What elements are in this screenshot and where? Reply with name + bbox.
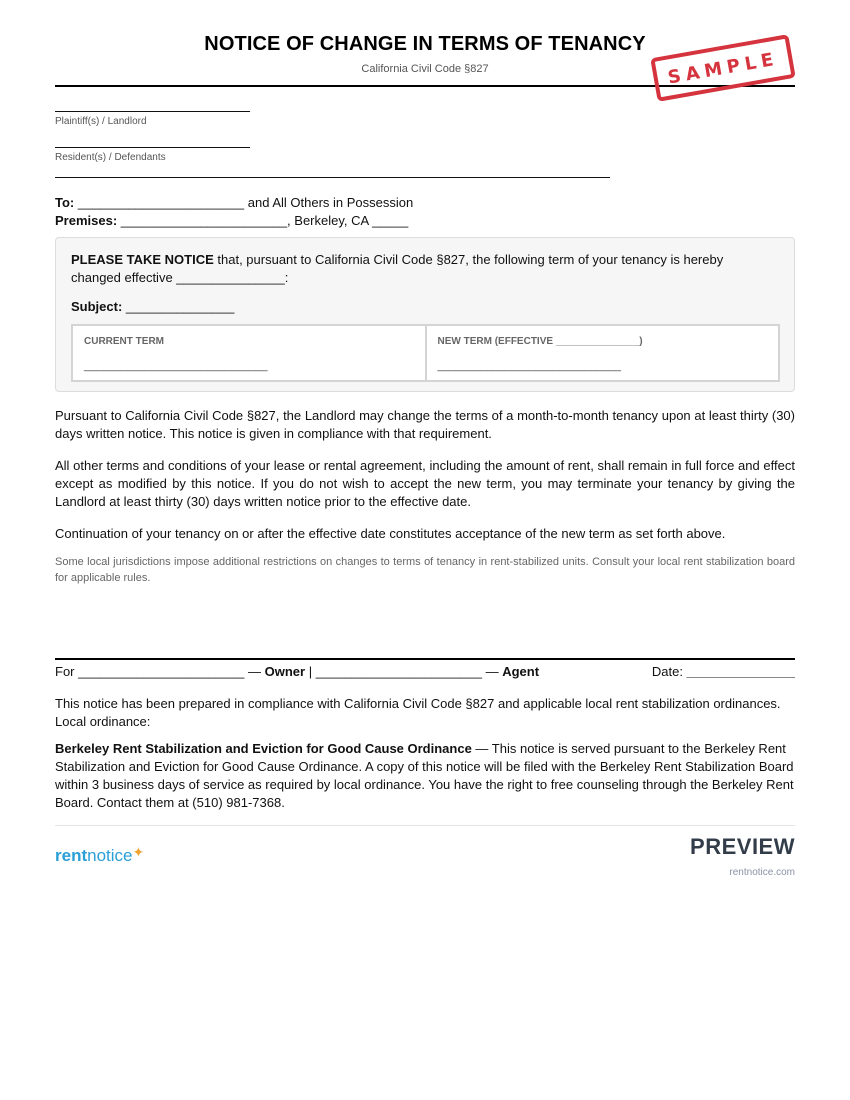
premises-text: _______________________, Berkeley, CA _____	[117, 213, 409, 228]
signature-line	[55, 664, 539, 679]
date-label: Date:	[651, 664, 687, 679]
date-blank: _______________	[686, 664, 795, 679]
owner-label: Owner	[264, 664, 306, 679]
premises-label: Premises:	[55, 213, 118, 228]
document-subtitle: California Civil Code §827	[361, 63, 489, 75]
subject-blank: _______________	[122, 299, 235, 314]
subject-label: Subject:	[71, 299, 123, 314]
compliance-paragraph: This notice has been prepared in compliance with California Civil Code §827 and applicable local rent stabilization ordinances. Local ordinance:	[55, 696, 781, 729]
agent-label: Agent	[502, 664, 540, 679]
current-term-header: CURRENT TERM	[84, 336, 164, 347]
resident-signature-line	[55, 147, 250, 148]
to-text: _______________________ and All Others in Possession	[74, 195, 414, 210]
plaintiff-signature-line	[55, 111, 250, 112]
sparkle-icon: ✦	[132, 844, 145, 860]
logo-bold-text: rent	[55, 846, 88, 865]
notice-box	[55, 237, 795, 392]
preview-label: PREVIEW	[690, 834, 795, 859]
resident-label: Resident(s) / Defendants	[55, 152, 166, 163]
terms-table	[71, 324, 780, 382]
ordinance-text: — This notice is served pursuant to the Berkeley Rent Stabilization and Eviction for Good Cause Ordinance. A copy of this notice will be filed with the Berkeley Rent Stabilization Board within 3 business days of service as required by local ordinance. You have the right to free counseling through the Berkeley Rent Board. Contact them at (510) 981-7368.	[55, 741, 794, 810]
signature-divider	[55, 658, 795, 660]
jurisdiction-note: Some local jurisdictions impose additional restrictions on changes to terms of tenancy in rent-stabilized units. Consult your local rent stabilization board for applicable rules.	[55, 556, 795, 584]
current-term-blank: ______________________________	[84, 360, 268, 372]
for-blank: For _______________________ —	[55, 664, 265, 679]
to-line	[55, 195, 413, 210]
premises-line	[55, 213, 408, 228]
site-link[interactable]: rentnotice.com	[729, 867, 795, 878]
notice-text: that, pursuant to California Civil Code §827, the following term of your tenancy is hereby changed effective _______________:	[71, 252, 724, 285]
body-paragraph-1: Pursuant to California Civil Code §827, the Landlord may change the terms of a month-to-month tenancy upon at least thirty (30) days written notice. This notice is given in compliance with that requirement.	[55, 408, 795, 441]
to-label: To:	[55, 195, 75, 210]
ordinance-name: Berkeley Rent Stabilization and Eviction for Good Cause Ordinance	[55, 741, 472, 756]
new-term-cell	[425, 326, 779, 380]
footer-divider	[55, 825, 795, 826]
new-term-header: NEW TERM (EFFECTIVE _______________)	[437, 336, 643, 347]
new-term-blank: ______________________________	[437, 360, 622, 372]
agent-blank: | _______________________ —	[305, 664, 503, 679]
logo-regular-text: notice	[87, 846, 133, 865]
document-title: NOTICE OF CHANGE IN TERMS OF TENANCY	[204, 33, 646, 55]
subject-line	[71, 299, 234, 314]
notice-lead: PLEASE TAKE NOTICE	[71, 252, 214, 267]
caption-divider	[55, 177, 610, 178]
body-paragraph-2: All other terms and conditions of your lease or rental agreement, including the amount of rent, shall remain in full force and effect except as modified by this notice. If you do not wish to accept the new term, you may terminate your tenancy by giving the Landlord at least thirty (30) days written notice prior to the effective date.	[55, 458, 795, 509]
ordinance-paragraph	[55, 740, 795, 812]
sample-stamp-text: SAMPLE	[666, 47, 780, 89]
notice-statement	[71, 251, 761, 287]
plaintiff-label: Plaintiff(s) / Landlord	[55, 116, 147, 127]
date-line	[652, 664, 795, 679]
body-paragraph-3: Continuation of your tenancy on or after the effective date constitutes acceptance of the new term as set forth above.	[55, 526, 726, 541]
current-term-cell	[73, 326, 425, 380]
rentnotice-logo[interactable]	[55, 846, 144, 866]
